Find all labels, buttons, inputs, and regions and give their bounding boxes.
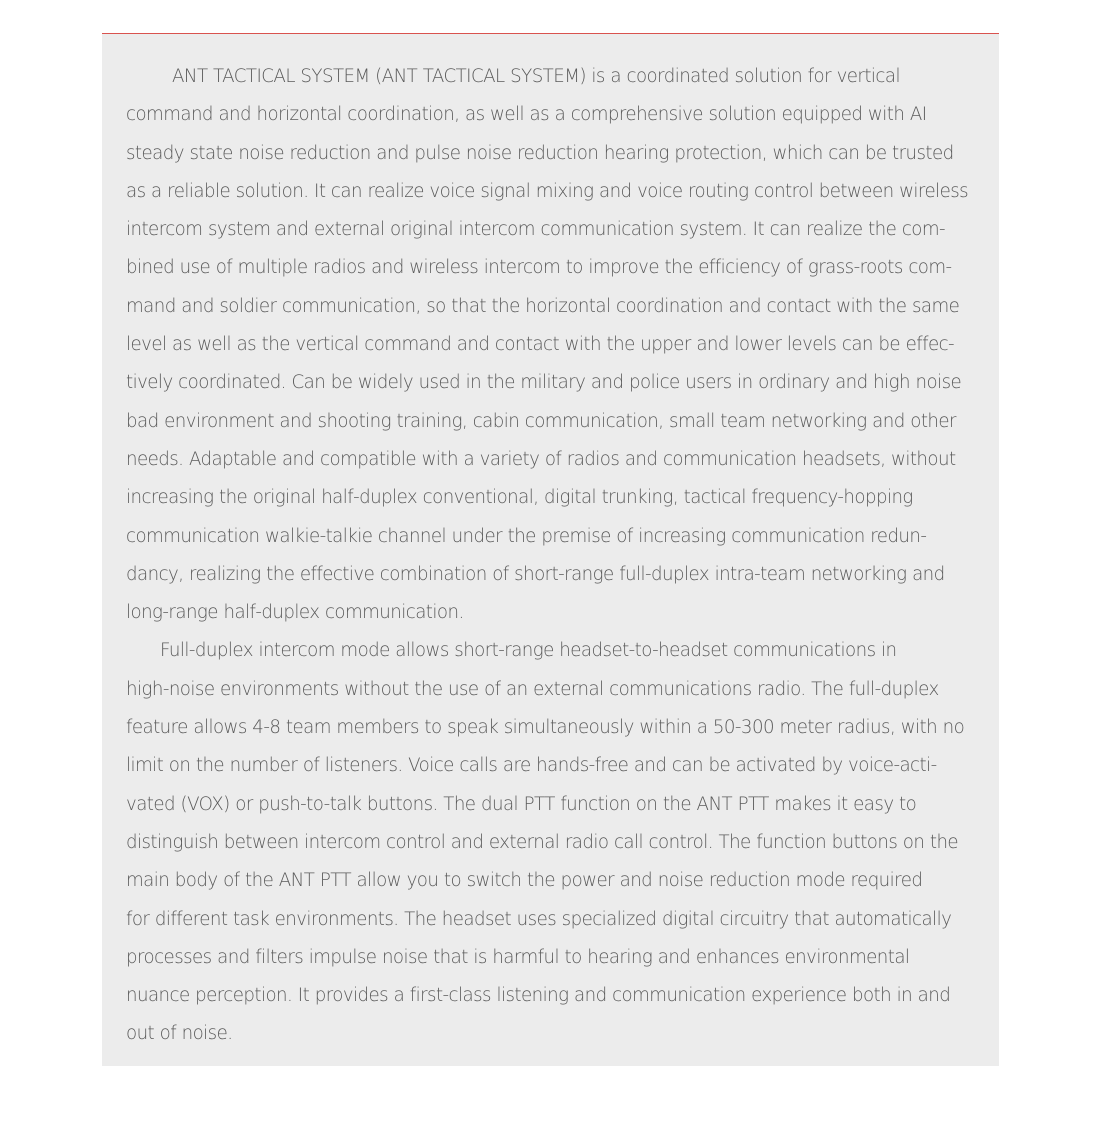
- paragraph-system-overview: [126, 58, 986, 632]
- text-line: nuance perception. It provides a first-class listening and communication experience both in and: [126, 985, 951, 1007]
- text-line: as a reliable solution. It can realize voice signal mixing and voice routing control between wireless: [126, 180, 969, 202]
- text-line: needs. Adaptable and compatible with a variety of radios and communication headsets, without: [126, 448, 956, 470]
- text-line: increasing the original half-duplex conventional, digital trunking, tactical frequency-hopping: [126, 487, 913, 509]
- text-line: communication walkie-talkie channel under the premise of increasing communication redun-: [126, 525, 927, 547]
- text-line: distinguish between intercom control and external radio call control. The function buttons on the: [126, 831, 959, 853]
- text-line: bad environment and shooting training, cabin communication, small team networking and other: [126, 410, 956, 432]
- text-line: mand and soldier communication, so that the horizontal coordination and contact with the same: [126, 295, 960, 317]
- text-line: high-noise environments without the use of an external communications radio. The full-duplex: [126, 678, 939, 700]
- paragraph-full-duplex-mode: [126, 632, 986, 1053]
- text-line: for different task environments. The headset uses specialized digital circuitry that automatically: [126, 908, 952, 930]
- text-line: tively coordinated. Can be widely used in the military and police users in ordinary and high noise: [126, 372, 962, 394]
- text-line: vated (VOX) or push-to-talk buttons. The dual PTT function on the ANT PTT makes it easy to: [126, 793, 917, 815]
- text-line: limit on the number of listeners. Voice calls are hands-free and can be activated by voice-acti-: [126, 755, 937, 777]
- text-line: out of noise.: [126, 1023, 233, 1045]
- text-line: processes and filters impulse noise that is harmful to hearing and enhances environmental: [126, 946, 910, 968]
- text-line: Full-duplex intercom mode allows short-range headset-to-headset communications in: [160, 640, 897, 662]
- text-line: dancy, realizing the effective combination of short-range full-duplex intra-team networking and: [126, 563, 945, 585]
- text-line: steady state noise reduction and pulse noise reduction hearing protection, which can be trusted: [126, 142, 954, 164]
- text-line: intercom system and external original intercom communication system. It can realize the com-: [126, 219, 946, 241]
- text-line: command and horizontal coordination, as well as a comprehensive solution equipped with AI: [126, 104, 927, 126]
- article-body: [126, 58, 986, 1054]
- text-line: main body of the ANT PTT allow you to switch the power and noise reduction mode required: [126, 870, 923, 892]
- text-line: long-range half-duplex communication.: [126, 602, 464, 624]
- text-line: feature allows 4-8 team members to speak simultaneously within a 50-300 meter radius, with no: [126, 717, 965, 739]
- text-line: bined use of multiple radios and wireless intercom to improve the efficiency of grass-roots com-: [126, 257, 952, 279]
- text-line: level as well as the vertical command and contact with the upper and lower levels can be effec-: [126, 334, 955, 356]
- text-line: ANT TACTICAL SYSTEM (ANT TACTICAL SYSTEM) is a coordinated solution for vertical: [172, 66, 900, 87]
